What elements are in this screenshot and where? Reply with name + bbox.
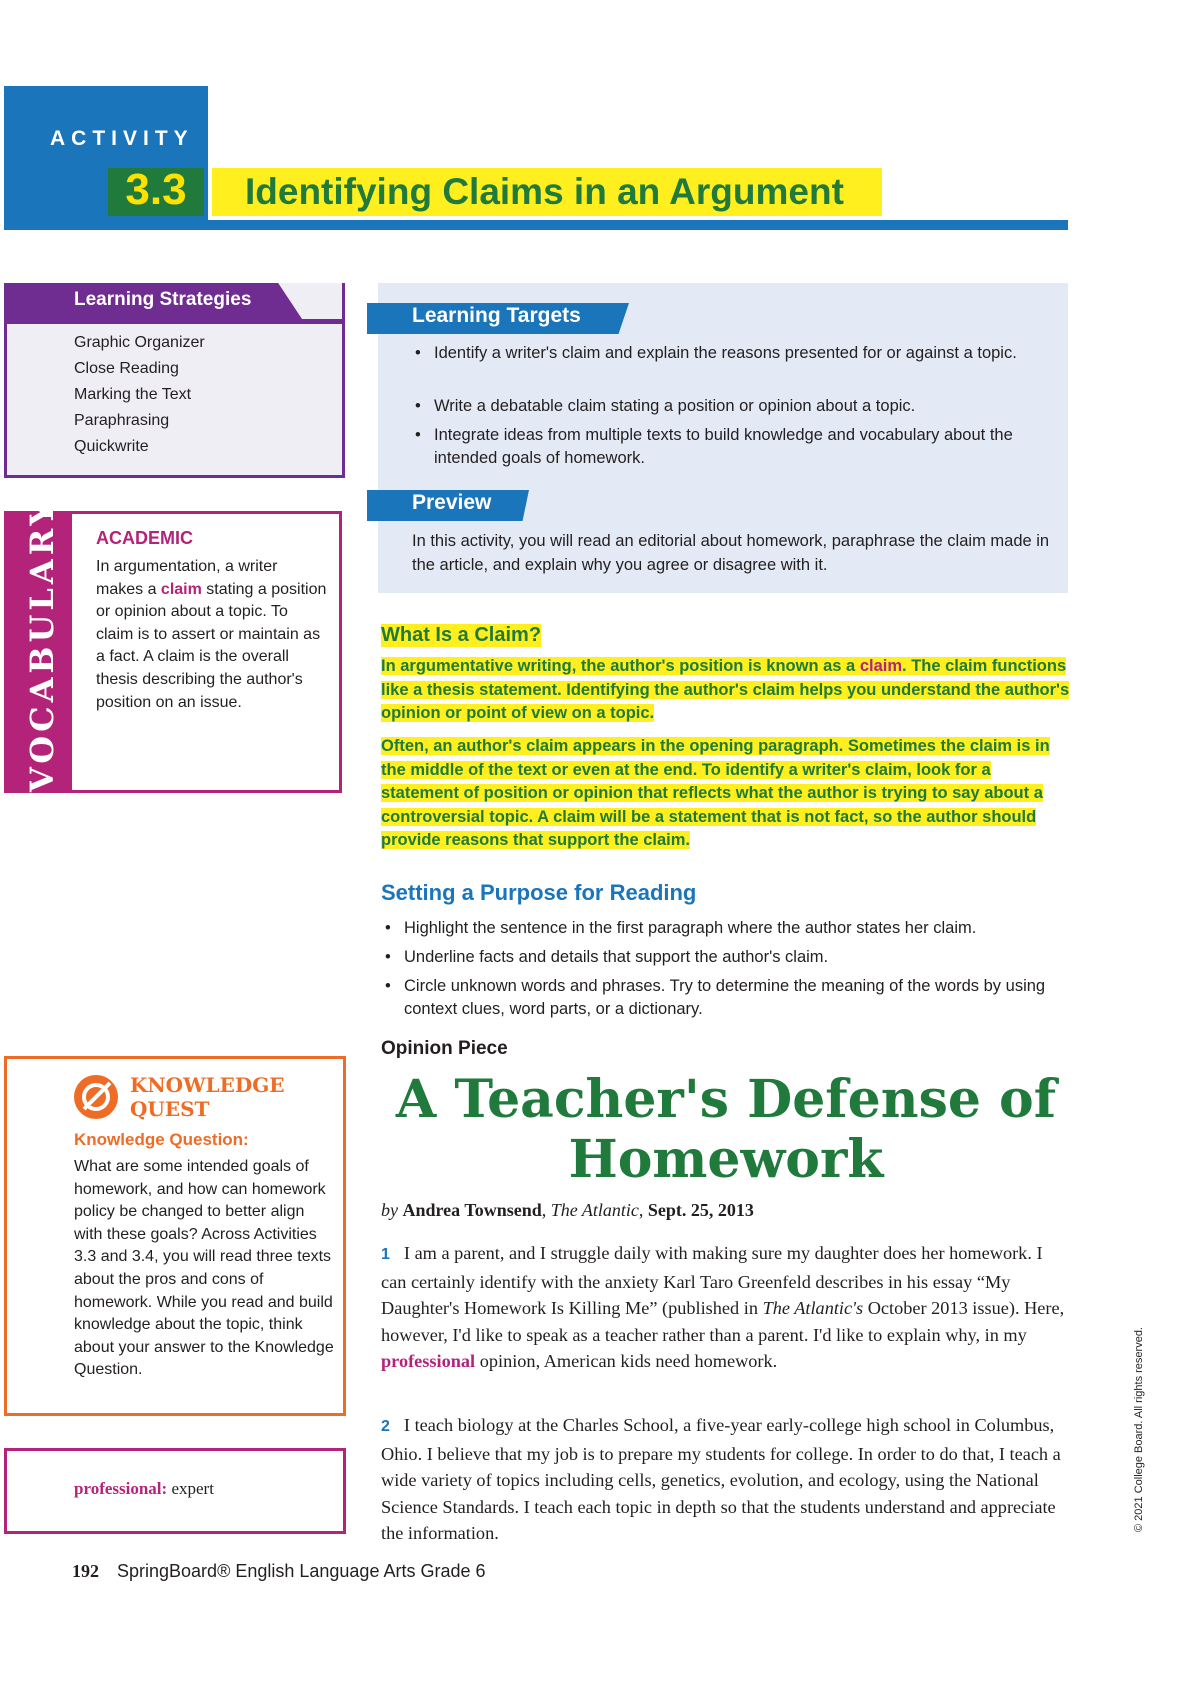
activity-number: 3.3 xyxy=(125,165,187,214)
section-heading-setting-purpose: Setting a Purpose for Reading xyxy=(381,880,697,905)
section-heading-what-is-claim: What Is a Claim? xyxy=(381,624,542,646)
article-title: A Teacher's Defense of Homework xyxy=(395,1069,1057,1190)
preview-text: In this activity, you will read an editorial about homework, paraphrase the claim made in the article, and explain why you agree or disagree with it. xyxy=(412,532,1050,574)
vocabulary-term: claim xyxy=(160,580,202,598)
page-title: Identifying Claims in an Argument xyxy=(245,171,844,212)
page-footer xyxy=(72,1561,486,1582)
knowledge-quest-title: KNOWLEDGE QUEST xyxy=(130,1073,285,1121)
learning-targets-header: Learning Targets xyxy=(412,304,581,327)
claim-paragraph-2: Often, an author's claim appears in the opening paragraph. Sometimes the claim is in the middle of the text or even at the end. To identify a writer's claim, look for a statement of position or opinion that reflects what the author is trying to say about a controversial topic. A claim will be a statement that is not fact, so the author should provide reasons that support the claim. xyxy=(381,737,1050,850)
learning-strategies-header: Learning Strategies xyxy=(74,289,252,310)
learning-target-item: • Integrate ideas from multiple texts to build knowledge and vocabulary about the intended goals of homework. xyxy=(415,426,1013,467)
knowledge-quest-text: What are some intended goals of homework, and how can homework policy be changed to better align with these goals? Across Activities 3.3 and 3.4, you will read three texts about the pros and cons of homework. While you read and build knowledge about the topic, think about your answer to the Knowledge Question. xyxy=(74,1158,334,1379)
paragraph-number: 2 xyxy=(381,1418,390,1435)
vocabulary-label: VOCABULARY xyxy=(23,498,61,792)
activity-label: ACTIVITY xyxy=(50,127,194,150)
author-name: Andrea Townsend xyxy=(402,1200,542,1220)
learning-strategies-divider xyxy=(4,319,345,324)
strategy-item: Close Reading xyxy=(74,360,179,377)
page-number: 192 xyxy=(72,1561,99,1581)
paragraph-number: 1 xyxy=(381,1246,390,1263)
glossed-term: professional xyxy=(381,1351,476,1372)
claim-term: claim xyxy=(859,657,903,675)
header-rule xyxy=(4,220,1068,230)
claim-paragraph-1: In argumentative writing, the author's position is known as a claim. The claim functions like a thesis statement. Identifying the author's claim helps you understand the author's opinion or point of view on a topic. xyxy=(381,657,1070,723)
learning-target-item: • Write a debatable claim stating a position or opinion about a topic. xyxy=(415,397,916,415)
vocabulary-category: ACADEMIC xyxy=(96,528,193,548)
vocabulary-definition: In argumentation, a writer makes a claim stating a position or opinion about a topic. To claim is to assert or maintain as a fact. A claim is the overall thesis describing the author's position on an issue. xyxy=(96,558,327,711)
gloss-entry: professional: expert xyxy=(74,1479,214,1498)
book-title: SpringBoard® English Language Arts Grade 6 xyxy=(117,1561,486,1581)
copyright-notice: © 2021 College Board. All rights reserved. xyxy=(1133,1327,1145,1532)
genre-label: Opinion Piece xyxy=(381,1038,508,1059)
learning-target-item: • Identify a writer's claim and explain the reasons presented for or against a topic. xyxy=(415,344,1017,362)
strategy-item: Quickwrite xyxy=(74,438,149,455)
strategy-item: Paraphrasing xyxy=(74,412,170,429)
strategy-item: Marking the Text xyxy=(74,386,192,403)
article-paragraph-1: 1 I am a parent, and I struggle daily with making sure my daughter does her homework. I can certainly identify with the anxiety Karl Taro Greenfeld describes in his essay “My Daughter's Homework Is Killing Me” (published in The Atlantic's October 2013 issue). Here, however, I'd like to speak as a teacher rather than a parent. I'd like to explain why, in my professional opinion, American kids need homework. xyxy=(381,1243,1065,1372)
knowledge-question-label: Knowledge Question: xyxy=(74,1130,249,1149)
preview-header: Preview xyxy=(412,491,492,514)
article-paragraph-2: 2 I teach biology at the Charles School, a five-year early-college high school in Columbus, Ohio. I believe that my job is to prepare my students for college. In order to do that, I teach a wide variety of topics including cells, genetics, evolution, and ecology, using the National Science Standards. I teach each topic in depth so that the students understand and appreciate the information. xyxy=(381,1415,1061,1544)
purpose-item: • Highlight the sentence in the first paragraph where the author states her claim. xyxy=(385,919,977,937)
strategy-item: Graphic Organizer xyxy=(74,334,205,351)
byline: by Andrea Townsend, The Atlantic, Sept. 25, 2013 xyxy=(381,1200,754,1220)
purpose-item: • Underline facts and details that support the author's claim. xyxy=(385,948,829,966)
purpose-item: • Circle unknown words and phrases. Try to determine the meaning of the words by using context clues, word parts, or a dictionary. xyxy=(385,977,1046,1018)
knowledge-quest-icon xyxy=(74,1075,118,1119)
